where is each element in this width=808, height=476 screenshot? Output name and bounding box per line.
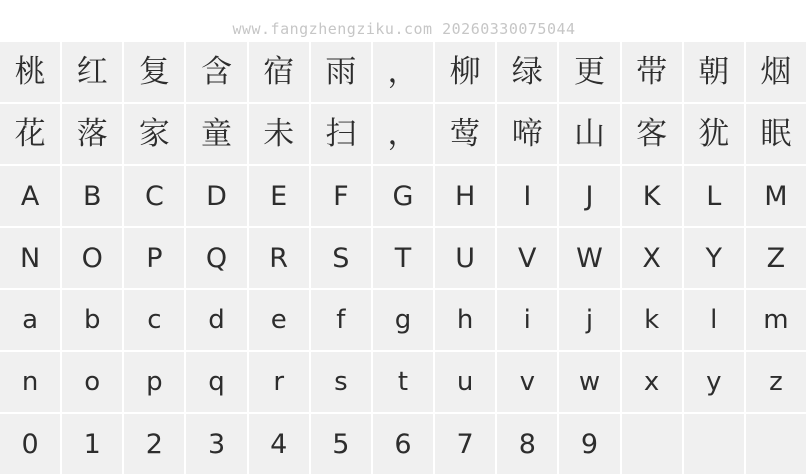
- glyph-cell: K: [622, 166, 682, 226]
- glyph-cell: u: [435, 352, 495, 412]
- glyph-cell: S: [311, 228, 371, 288]
- glyph-cell: v: [497, 352, 557, 412]
- glyph-cell: R: [249, 228, 309, 288]
- glyph-cell: ，: [373, 42, 433, 102]
- glyph-cell: P: [124, 228, 184, 288]
- glyph-cell: m: [746, 290, 806, 350]
- glyph-cell: J: [559, 166, 619, 226]
- glyph-cell: j: [559, 290, 619, 350]
- glyph-cell: Y: [684, 228, 744, 288]
- glyph-cell: d: [186, 290, 246, 350]
- watermark-text: www.fangzhengziku.com 20260330075044: [232, 20, 576, 38]
- glyph-cell: 更: [559, 42, 619, 102]
- glyph-cell: 9: [559, 414, 619, 474]
- glyph-cell: A: [0, 166, 60, 226]
- glyph-cell: s: [311, 352, 371, 412]
- glyph-cell: 啼: [497, 104, 557, 164]
- glyph-cell: 复: [124, 42, 184, 102]
- glyph-cell: T: [373, 228, 433, 288]
- glyph-cell: e: [249, 290, 309, 350]
- glyph-cell: h: [435, 290, 495, 350]
- glyph-cell: 烟: [746, 42, 806, 102]
- glyph-cell: 朝: [684, 42, 744, 102]
- glyph-cell: O: [62, 228, 122, 288]
- glyph-cell: 雨: [311, 42, 371, 102]
- glyph-cell: 7: [435, 414, 495, 474]
- glyph-cell: M: [746, 166, 806, 226]
- glyph-cell: G: [373, 166, 433, 226]
- glyph-cell: g: [373, 290, 433, 350]
- glyph-cell: f: [311, 290, 371, 350]
- glyph-cell: F: [311, 166, 371, 226]
- glyph-cell: t: [373, 352, 433, 412]
- glyph-cell: [746, 414, 806, 474]
- glyph-cell: U: [435, 228, 495, 288]
- glyph-cell: I: [497, 166, 557, 226]
- glyph-cell: 客: [622, 104, 682, 164]
- glyph-cell: l: [684, 290, 744, 350]
- glyph-cell: 未: [249, 104, 309, 164]
- glyph-cell: W: [559, 228, 619, 288]
- glyph-cell: o: [62, 352, 122, 412]
- glyph-cell: 5: [311, 414, 371, 474]
- glyph-cell: 红: [62, 42, 122, 102]
- glyph-cell: i: [497, 290, 557, 350]
- glyph-cell: 0: [0, 414, 60, 474]
- glyph-cell: p: [124, 352, 184, 412]
- glyph-cell: 1: [62, 414, 122, 474]
- glyph-cell: 落: [62, 104, 122, 164]
- glyph-cell: E: [249, 166, 309, 226]
- glyph-cell: y: [684, 352, 744, 412]
- glyph-cell: 2: [124, 414, 184, 474]
- glyph-cell: r: [249, 352, 309, 412]
- glyph-cell: V: [497, 228, 557, 288]
- glyph-cell: [622, 414, 682, 474]
- glyph-cell: C: [124, 166, 184, 226]
- glyph-cell: n: [0, 352, 60, 412]
- glyph-cell: H: [435, 166, 495, 226]
- glyph-cell: 扫: [311, 104, 371, 164]
- glyph-cell: ，: [373, 104, 433, 164]
- glyph-cell: [684, 414, 744, 474]
- glyph-cell: 8: [497, 414, 557, 474]
- glyph-grid: [0, 42, 806, 474]
- glyph-cell: 绿: [497, 42, 557, 102]
- glyph-cell: 桃: [0, 42, 60, 102]
- glyph-cell: a: [0, 290, 60, 350]
- glyph-cell: 莺: [435, 104, 495, 164]
- glyph-cell: 6: [373, 414, 433, 474]
- glyph-cell: 带: [622, 42, 682, 102]
- glyph-cell: 3: [186, 414, 246, 474]
- glyph-cell: x: [622, 352, 682, 412]
- glyph-cell: 山: [559, 104, 619, 164]
- glyph-cell: 柳: [435, 42, 495, 102]
- glyph-cell: Z: [746, 228, 806, 288]
- watermark-bar: [0, 0, 808, 42]
- glyph-cell: k: [622, 290, 682, 350]
- glyph-cell: 含: [186, 42, 246, 102]
- glyph-cell: N: [0, 228, 60, 288]
- glyph-cell: 宿: [249, 42, 309, 102]
- glyph-cell: 犹: [684, 104, 744, 164]
- glyph-cell: L: [684, 166, 744, 226]
- glyph-cell: 眠: [746, 104, 806, 164]
- glyph-cell: B: [62, 166, 122, 226]
- glyph-cell: c: [124, 290, 184, 350]
- glyph-cell: 4: [249, 414, 309, 474]
- glyph-cell: z: [746, 352, 806, 412]
- glyph-cell: Q: [186, 228, 246, 288]
- glyph-cell: 童: [186, 104, 246, 164]
- glyph-cell: 家: [124, 104, 184, 164]
- glyph-cell: w: [559, 352, 619, 412]
- glyph-cell: 花: [0, 104, 60, 164]
- glyph-cell: q: [186, 352, 246, 412]
- glyph-cell: b: [62, 290, 122, 350]
- glyph-cell: X: [622, 228, 682, 288]
- glyph-cell: D: [186, 166, 246, 226]
